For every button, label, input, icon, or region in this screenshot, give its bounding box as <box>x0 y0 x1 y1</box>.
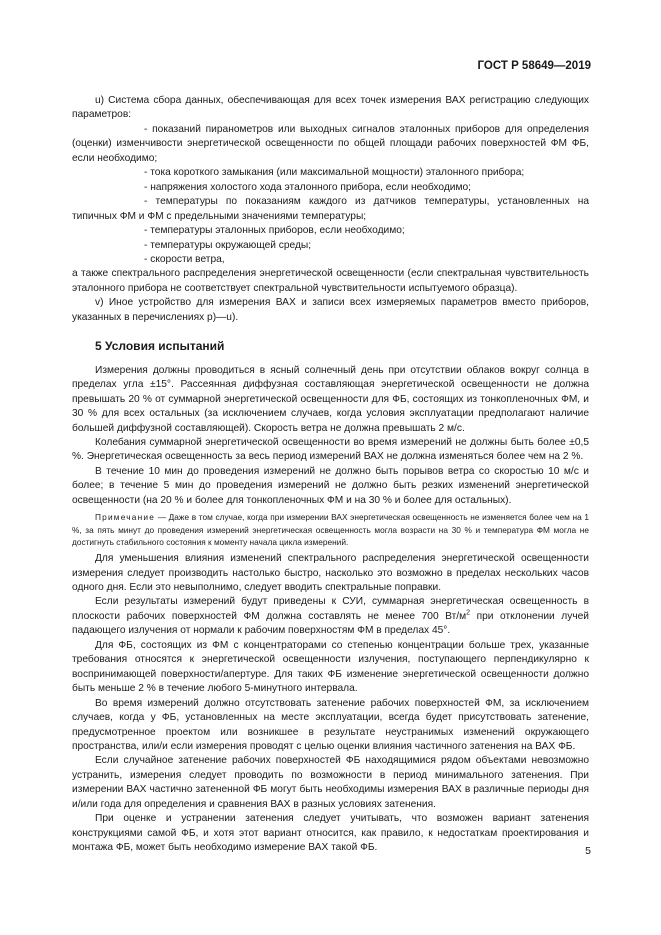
list-item: - температуры по показаниям каждого из датчиков температуры, установленных на типичных ФМ и ФМ с предельными значениями температуры; <box>72 196 589 222</box>
paragraph: Измерения должны проводиться в ясный солнечный день при отсутствии облаков вокруг солнца в пределах угла ±15°. Рассеянная диффузная составляющая энергетической освещенности не должна превышать 20 % от суммарной энергетической освещенности для ФБ, состоящих из тонкопленочных ФМ, и 30 % для всех остальных (за исключением случаев, когда условия эксплуатации предполагают наличие большей диффузной составляющей). Скорость ветра не должна превышать 2 м/с. <box>72 364 589 434</box>
note-text: — Даже в том случае, когда при измерении ВАХ энергетическая освещенность не изменяется более чем на 1 %, за пять минут до проведения измерений энергетическая освещенность могла возрасти на 30 % и температура ФМ могла не достигнуть стабильного состояния к моменту начала цикла измерений. <box>72 512 589 547</box>
section-title: 5 Условия испытаний <box>95 339 225 354</box>
note <box>72 511 589 548</box>
paragraph: Колебания суммарной энергетической освещенности во время измерений не должны быть более ±0,5 %. Энергетическая освещенность за весь период измерений ВАХ не должна изменяться более чем на 2 %. <box>72 436 589 463</box>
page-number: 5 <box>585 845 591 857</box>
paragraph-text: Если результаты измерений будут приведены к СУИ, суммарная энергетическая освещенность в плоскости рабочих поверхностей ФМ должна составлять не менее 700 Вт/м <box>72 596 589 622</box>
item-u-tail: а также спектрального распределения энергетической освещенности (если спектральная чувствительность эталонного прибора не соответствует спектральной чувствительности испытуемого образца). <box>72 268 589 294</box>
document-code: ГОСТ Р 58649—2019 <box>477 60 591 72</box>
item-v: v) Иное устройство для измерения ВАХ и записи всех измеряемых параметров вместо приборов, указанных в перечислениях p)—u). <box>72 297 589 323</box>
paragraph-text: при отклонении лучей падающего излучения от нормали к рабочим поверхностям ФМ в пределах 45°. <box>72 610 589 637</box>
document-body <box>72 94 589 856</box>
list-item: - показаний пиранометров или выходных сигналов эталонных приборов для определения (оценки) изменчивости энергетической освещенности по общей площади рабочих поверхностей ФМ ФБ, если необходимо; <box>72 123 589 164</box>
paragraph: В течение 10 мин до проведения измерений не должно быть порывов ветра со скоростью 10 м/с и более; в течение 5 мин до проведения измерений не должно быть резких изменений энергетической освещенности (на 20 % и более для тонкопленочных ФМ и на 30 % и более для остальных). <box>72 465 589 506</box>
list-item: - скорости ветра, <box>144 253 225 265</box>
paragraph: Для ФБ, состоящих из ФМ с концентраторами со степенью концентрации больше трех, указанные требования относятся к энергетической освещенности излучения, поступающего перпендикулярно к воспринимающей поверхности/апертуре. Для таких ФБ изменение энергетической освещенности должно быть меньше 2 % в течение любого 5-минутного интервала. <box>72 639 589 695</box>
paragraph: Если случайное затенение рабочих поверхностей ФБ находящимися рядом объектами невозможно устранить, измерения следует проводить по возможности в период минимального затенения. При измерении ВАХ частично затененной ФБ могут быть необходимы измерения ВАХ в различные периоды дня и/или года для определения и сравнения ВАХ в разных условиях затенения. <box>72 755 589 810</box>
list-item: - тока короткого замыкания (или максимальной мощности) эталонного прибора; <box>144 167 525 179</box>
note-label: Примечание <box>95 512 156 523</box>
paragraph: Для уменьшения влияния изменений спектрального распределения энергетической освещенности измерения следует производить настолько быстро, насколько это возможно в пределах нескольких часов одного дня. Если это невыполнимо, следует вводить спектральные поправки. <box>72 553 589 594</box>
list-item: - температуры эталонных приборов, если необходимо; <box>144 225 405 237</box>
item-u-intro: u) Система сбора данных, обеспечивающая для всех точек измерения ВАХ регистрацию следующих параметров: <box>72 95 589 121</box>
list-item: - температуры окружающей среды; <box>144 239 312 251</box>
paragraph: При оценке и устранении затенения следует учитывать, что возможен вариант затенения конструкциями самой ФБ, и хотя этот вариант относится, как правило, к недостаткам проектирования и монтажа ФБ, может быть необходимо измерение ВАХ такой ФБ. <box>72 813 589 854</box>
paragraph <box>72 595 589 638</box>
list-item: - напряжения холостого хода эталонного прибора, если необходимо; <box>144 181 471 193</box>
paragraph: Во время измерений должно отсутствовать затенение рабочих поверхностей ФМ, за исключением случаев, когда у ФБ, установленных на месте эксплуатации, всегда будет присутствовать затенение, предусмотренное проектом или возникшее в результате неустранимых изменений окружающего пространства, или/и если измерения проводят с целью оценки влияния частичного затенения на ВАХ ФБ. <box>72 697 589 753</box>
superscript: 2 <box>466 609 471 617</box>
